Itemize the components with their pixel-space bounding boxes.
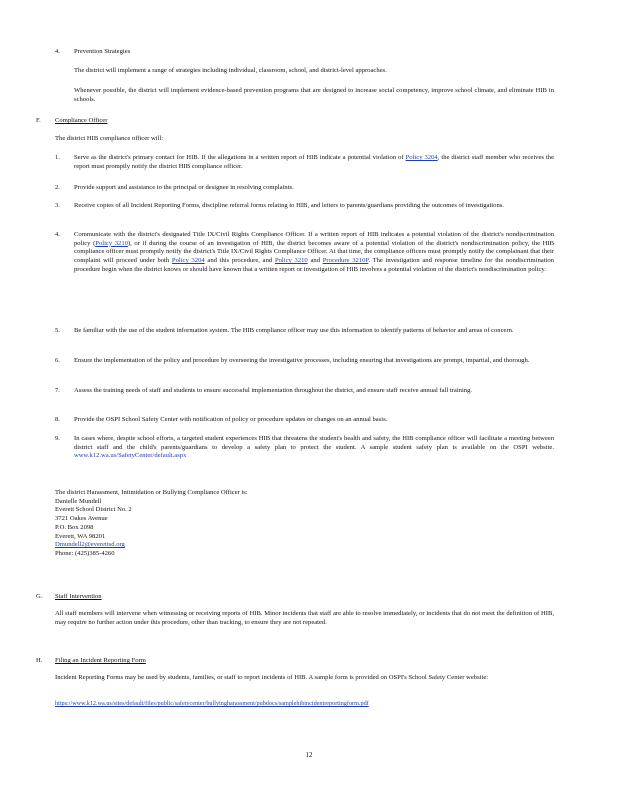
incident-form-url-link[interactable]: https://www.k12.wa.us/sites/default/files/public/safetycenter/bullyingharassment/pubdocs/samplehibincidentreportingform.pdf (55, 700, 369, 707)
contact-name: Danielle Mundell (55, 497, 102, 505)
prevention-strategies-heading: Prevention Strategies (74, 48, 131, 55)
prevention-paragraph-2: Whenever possible, the district will implement evidence-based prevention programs that are designed to increase social competency, improve school climate, and eliminate HIB in schools. (74, 87, 554, 103)
contact-block (55, 489, 535, 559)
list-number: 1. (55, 154, 60, 161)
list-item: Receive copies of all Incident Reporting Forms, discipline referral forms relating to HIB, and letters to parents/guardians providing the outcomes of investigations. (74, 202, 504, 209)
policy-3204-link[interactable]: Policy 3204 (405, 154, 438, 161)
contact-organization: Everett School District No. 2 (55, 506, 132, 514)
list-number: 7. (55, 387, 60, 394)
contact-email-link[interactable]: Dmundell2@everettsd.org (55, 541, 125, 549)
list-item: Ensure the implementation of the policy and procedure by overseeing the investigative processes, including ensuring that investigations are prompt, impartial, and thorough. (74, 357, 530, 364)
contact-po-box: P.O. Box 2098 (55, 523, 94, 531)
list-number: 4. (55, 231, 60, 238)
list-number: 6. (55, 357, 60, 364)
staff-intervention-paragraph: All staff members will intervene when witnessing or receiving reports of HIB. Minor incidents that staff are able to resolve immediately, or incidents that do not meet the definition of HIB, may require no further action under this procedure, other than tracking, to ensure they are not repeated. (55, 610, 554, 626)
contact-heading: The district Harassment, Intimidation or Bullying Compliance Officer is: (55, 489, 248, 496)
policy-3204-link[interactable]: Policy 3204 (171, 257, 205, 265)
section-letter-g: G. (36, 593, 43, 600)
section-letter-f: F. (36, 117, 41, 124)
list-number: 2. (55, 184, 60, 191)
list-item: Assess the training needs of staff and students to ensure successful implementation throughout the district, and ensure staff receive annual fall training. (74, 387, 473, 394)
contact-phone: Phone: (425)385-4260 (55, 549, 115, 557)
contact-street: 3721 Oakes Avenue (55, 515, 108, 523)
list-item: Provide the OSPI School Safety Center with notification of policy or procedure updates or changes on an annual basis. (74, 416, 388, 423)
list-number: 5. (55, 327, 60, 334)
list-number: 4. (55, 48, 60, 55)
page-number: 12 (305, 751, 313, 759)
contact-city: Everett, WA 98201 (55, 532, 106, 540)
list-item: Provide support and assistance to the principal or designee in resolving complaints. (74, 184, 294, 191)
prevention-paragraph-1: The district will implement a range of strategies including individual, classroom, school, and district-level approaches. (74, 67, 387, 74)
list-number: 8. (55, 416, 60, 423)
list-number: 3. (55, 202, 60, 209)
policy-3210-link[interactable]: Policy 3210 (95, 239, 128, 247)
list-number: 9. (55, 435, 60, 442)
ospi-safety-center-url[interactable]: www.k12.wa.us/SafetyCenter/default.aspx (74, 452, 187, 460)
list-item: In cases where, despite school efforts, a targeted student experiences HIB that threatens the student's health and safety, the HIB compliance officer will facilitate a meeting between district staff and the child's parents/guardians to develop a safety plan to protect the student. A sample student safety plan is available on the OSPI website. www.k12.wa.us/SafetyCenter/default.aspx (74, 435, 554, 460)
compliance-officer-heading: Compliance Officer (55, 117, 108, 124)
staff-intervention-heading: Staff Intervention (55, 593, 102, 600)
compliance-officer-intro: The district HIB compliance officer will: (55, 135, 164, 142)
procedure-3210p-link[interactable]: Procedure 3210P (322, 257, 369, 265)
list-item: Communicate with the district's designated Title IX/Civil Rights Compliance Officer. If a written report of HIB indicates a potential violation of the district's nondiscrimination policy (Policy 3210), or if during the course of an investigation of HIB, the district becomes aware of a potential violation of the district's nondiscrimination policy, the HIB compliance officer must promptly notify the district's Title IX/Civil Rights Compliance Officer. At that time, the compliance officers must promptly notify the complainant that their complaint will proceed under both Policy 3204 and this procedure, and Policy 3210 and Procedure 3210P. The investigation and response timeline for the nondiscrimination procedure begin when the district knows or should have known that a written report or investigation of HIB involves a potential violation of the district's nondiscrimination policy. (74, 231, 555, 273)
list-item: Serve as the district's primary contact for HIB. If the allegations in a written report of HIB indicate a potential violation of Policy 3204, the district staff member who receives the report must promptly notify the district HIB compliance officer. (74, 154, 555, 170)
policy-3210-link[interactable]: Policy 3210 (274, 257, 308, 265)
list-item: Be familiar with the use of the student information system. The HIB compliance officer may use this information to identify patterns of behavior and areas of concern. (74, 327, 514, 334)
section-letter-h: H. (36, 657, 43, 664)
incident-reporting-heading: Filing an Incident Reporting Form (55, 657, 146, 664)
incident-reporting-paragraph: Incident Reporting Forms may be used by students, families, or staff to report incidents of HIB. A sample form is provided on OSPI's School Safety Center website: (55, 674, 489, 681)
